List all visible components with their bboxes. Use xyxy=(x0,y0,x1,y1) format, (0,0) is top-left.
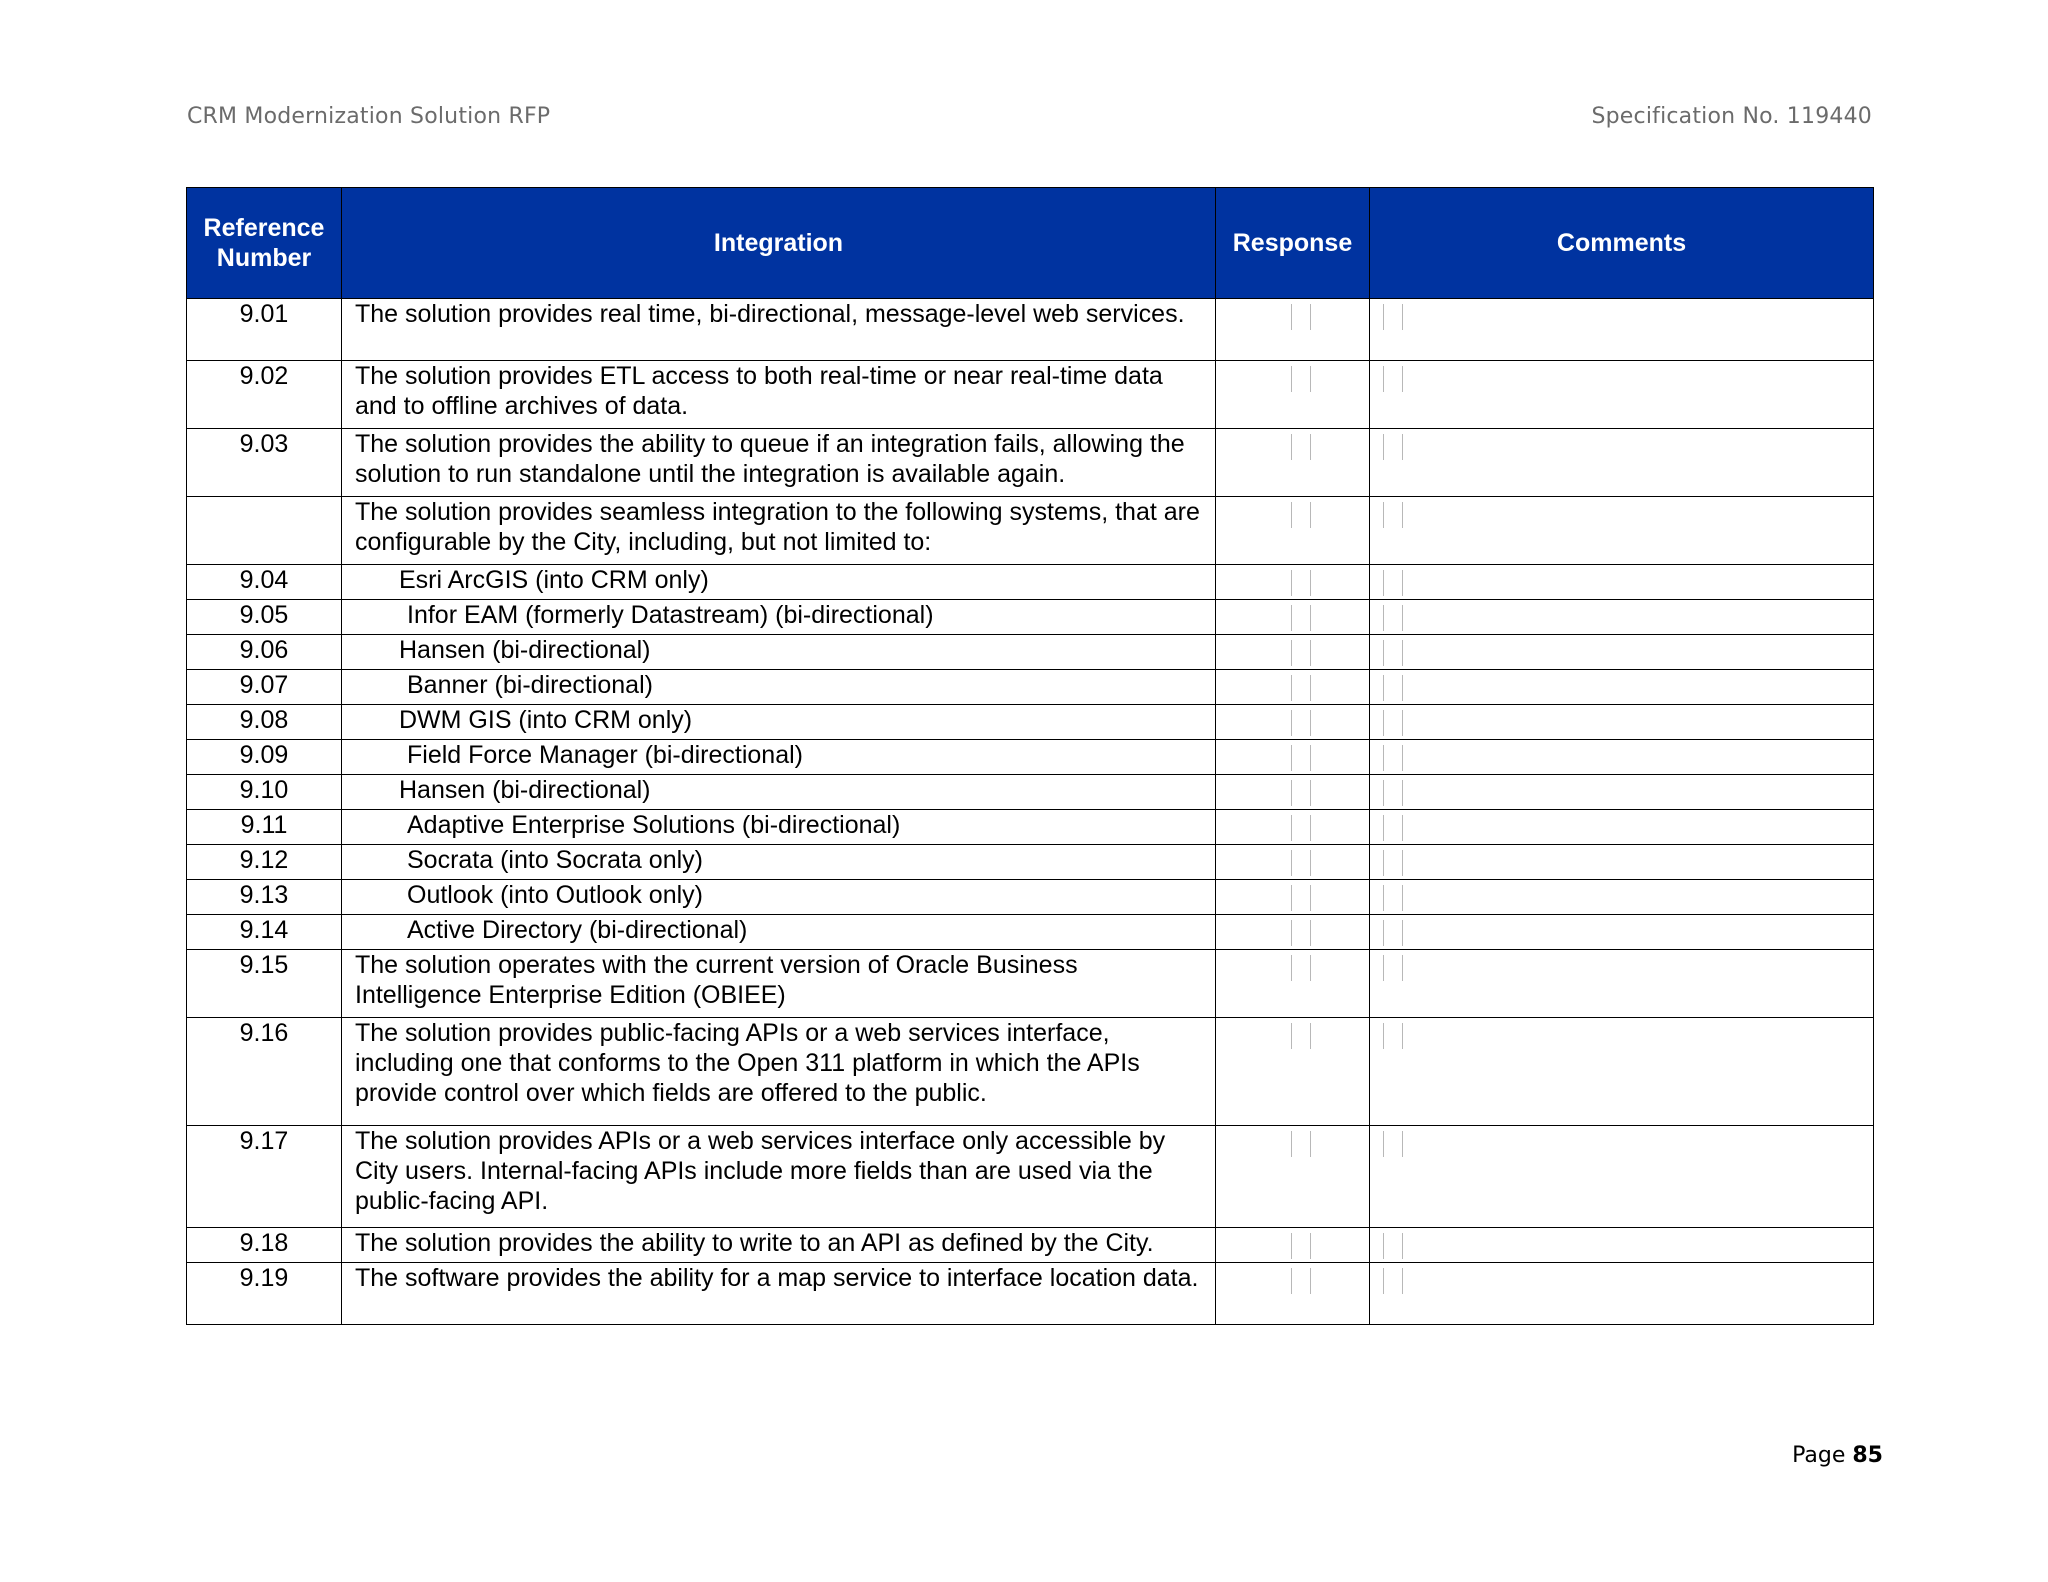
response-field[interactable] xyxy=(1291,640,1311,666)
comments-cell[interactable] xyxy=(1370,845,1874,880)
table-row xyxy=(187,565,1874,600)
response-field[interactable] xyxy=(1291,745,1311,771)
comments-cell[interactable] xyxy=(1370,497,1874,565)
comments-cell[interactable] xyxy=(1370,705,1874,740)
comments-field[interactable] xyxy=(1383,570,1403,596)
response-cell[interactable] xyxy=(1216,429,1370,497)
response-field[interactable] xyxy=(1291,304,1311,330)
requirement-text: The software provides the ability for a map service to interface location data. xyxy=(342,1263,1216,1325)
response-field[interactable] xyxy=(1291,1233,1311,1259)
response-cell[interactable] xyxy=(1216,299,1370,361)
response-field[interactable] xyxy=(1291,955,1311,981)
response-field[interactable] xyxy=(1291,1268,1311,1294)
comments-field[interactable] xyxy=(1383,710,1403,736)
requirement-text: The solution provides the ability to write to an API as defined by the City. xyxy=(342,1228,1216,1263)
comments-field[interactable] xyxy=(1383,675,1403,701)
response-field[interactable] xyxy=(1291,570,1311,596)
table-row xyxy=(187,1228,1874,1263)
table-row xyxy=(187,845,1874,880)
comments-field[interactable] xyxy=(1383,780,1403,806)
response-cell[interactable] xyxy=(1216,915,1370,950)
running-header-spec-number: Specification No. 119440 xyxy=(1591,104,1872,129)
comments-cell[interactable] xyxy=(1370,565,1874,600)
comments-cell[interactable] xyxy=(1370,1126,1874,1228)
requirement-text: The solution provides seamless integration to the following systems, that are configurable by the City, including, but not limited to: xyxy=(342,497,1216,565)
response-cell[interactable] xyxy=(1216,1126,1370,1228)
column-header-comments: Comments xyxy=(1370,188,1874,299)
requirement-text: Socrata (into Socrata only) xyxy=(342,845,1216,880)
column-header-integration: Integration xyxy=(342,188,1216,299)
table-row xyxy=(187,950,1874,1018)
requirements-table xyxy=(186,187,1874,1325)
reference-number: 9.08 xyxy=(187,705,342,740)
table-row xyxy=(187,705,1874,740)
comments-field[interactable] xyxy=(1383,1233,1403,1259)
requirement-text: Field Force Manager (bi-directional) xyxy=(342,740,1216,775)
reference-number xyxy=(187,497,342,565)
response-cell[interactable] xyxy=(1216,950,1370,1018)
comments-field[interactable] xyxy=(1383,955,1403,981)
requirement-text: Outlook (into Outlook only) xyxy=(342,880,1216,915)
comments-field[interactable] xyxy=(1383,815,1403,841)
comments-cell[interactable] xyxy=(1370,915,1874,950)
comments-field[interactable] xyxy=(1383,304,1403,330)
response-field[interactable] xyxy=(1291,885,1311,911)
response-field[interactable] xyxy=(1291,605,1311,631)
comments-cell[interactable] xyxy=(1370,429,1874,497)
comments-field[interactable] xyxy=(1383,502,1403,528)
response-cell[interactable] xyxy=(1216,1228,1370,1263)
requirement-text: Adaptive Enterprise Solutions (bi-directional) xyxy=(342,810,1216,845)
table-row xyxy=(187,1263,1874,1325)
response-cell[interactable] xyxy=(1216,740,1370,775)
response-cell[interactable] xyxy=(1216,497,1370,565)
table-header-row xyxy=(187,188,1874,299)
response-field[interactable] xyxy=(1291,502,1311,528)
response-cell[interactable] xyxy=(1216,775,1370,810)
table-row xyxy=(187,299,1874,361)
response-cell[interactable] xyxy=(1216,845,1370,880)
response-field[interactable] xyxy=(1291,1131,1311,1157)
table-row xyxy=(187,810,1874,845)
column-header-response: Response xyxy=(1216,188,1370,299)
response-field[interactable] xyxy=(1291,434,1311,460)
comments-cell[interactable] xyxy=(1370,299,1874,361)
response-field[interactable] xyxy=(1291,1023,1311,1049)
comments-field[interactable] xyxy=(1383,850,1403,876)
reference-number: 9.06 xyxy=(187,635,342,670)
comments-field[interactable] xyxy=(1383,745,1403,771)
comments-field[interactable] xyxy=(1383,1131,1403,1157)
page-label: Page xyxy=(1792,1443,1846,1468)
comments-field[interactable] xyxy=(1383,920,1403,946)
requirement-text: Infor EAM (formerly Datastream) (bi-directional) xyxy=(342,600,1216,635)
response-field[interactable] xyxy=(1291,850,1311,876)
table-row xyxy=(187,1126,1874,1228)
response-cell[interactable] xyxy=(1216,880,1370,915)
reference-number: 9.17 xyxy=(187,1126,342,1228)
response-field[interactable] xyxy=(1291,815,1311,841)
requirement-text: Hansen (bi-directional) xyxy=(342,635,1216,670)
reference-number: 9.19 xyxy=(187,1263,342,1325)
comments-field[interactable] xyxy=(1383,434,1403,460)
comments-field[interactable] xyxy=(1383,640,1403,666)
requirement-text: The solution provides ETL access to both real-time or near real-time data and to offline archives of data. xyxy=(342,361,1216,429)
requirement-text: Esri ArcGIS (into CRM only) xyxy=(342,565,1216,600)
comments-cell[interactable] xyxy=(1370,361,1874,429)
comments-cell[interactable] xyxy=(1370,1263,1874,1325)
reference-number: 9.18 xyxy=(187,1228,342,1263)
requirement-text: The solution provides real time, bi-directional, message-level web services. xyxy=(342,299,1216,361)
table-row xyxy=(187,497,1874,565)
response-cell[interactable] xyxy=(1216,1263,1370,1325)
comments-field[interactable] xyxy=(1383,885,1403,911)
comments-cell[interactable] xyxy=(1370,880,1874,915)
table-row xyxy=(187,600,1874,635)
table-row xyxy=(187,361,1874,429)
table-row xyxy=(187,670,1874,705)
comments-field[interactable] xyxy=(1383,1268,1403,1294)
reference-number: 9.16 xyxy=(187,1018,342,1126)
comments-cell[interactable] xyxy=(1370,600,1874,635)
page-number: 85 xyxy=(1852,1443,1883,1468)
response-field[interactable] xyxy=(1291,675,1311,701)
table-row xyxy=(187,1018,1874,1126)
requirement-text: Active Directory (bi-directional) xyxy=(342,915,1216,950)
page-footer xyxy=(1792,1443,1883,1468)
reference-number: 9.15 xyxy=(187,950,342,1018)
reference-number: 9.10 xyxy=(187,775,342,810)
reference-number: 9.04 xyxy=(187,565,342,600)
reference-number: 9.09 xyxy=(187,740,342,775)
requirement-text: The solution provides the ability to queue if an integration fails, allowing the solution to run standalone until the integration is available again. xyxy=(342,429,1216,497)
requirement-text: Hansen (bi-directional) xyxy=(342,775,1216,810)
requirement-text: Banner (bi-directional) xyxy=(342,670,1216,705)
requirement-text: The solution provides APIs or a web services interface only accessible by City users. Internal-facing APIs include more fields than are used via the public-facing API. xyxy=(342,1126,1216,1228)
response-field[interactable] xyxy=(1291,366,1311,392)
comments-cell[interactable] xyxy=(1370,950,1874,1018)
response-cell[interactable] xyxy=(1216,1018,1370,1126)
table-row xyxy=(187,775,1874,810)
reference-number: 9.02 xyxy=(187,361,342,429)
reference-number: 9.03 xyxy=(187,429,342,497)
comments-cell[interactable] xyxy=(1370,1018,1874,1126)
comments-field[interactable] xyxy=(1383,1023,1403,1049)
comments-cell[interactable] xyxy=(1370,810,1874,845)
table-row xyxy=(187,740,1874,775)
table-row xyxy=(187,635,1874,670)
running-header-title: CRM Modernization Solution RFP xyxy=(187,104,551,129)
comments-cell[interactable] xyxy=(1370,635,1874,670)
reference-number: 9.11 xyxy=(187,810,342,845)
response-field[interactable] xyxy=(1291,710,1311,736)
column-header-reference-number: Reference Number xyxy=(187,188,342,299)
comments-cell[interactable] xyxy=(1370,1228,1874,1263)
comments-field[interactable] xyxy=(1383,605,1403,631)
response-cell[interactable] xyxy=(1216,600,1370,635)
reference-number: 9.13 xyxy=(187,880,342,915)
response-cell[interactable] xyxy=(1216,670,1370,705)
comments-cell[interactable] xyxy=(1370,775,1874,810)
reference-number: 9.01 xyxy=(187,299,342,361)
response-cell[interactable] xyxy=(1216,361,1370,429)
comments-cell[interactable] xyxy=(1370,670,1874,705)
reference-number: 9.05 xyxy=(187,600,342,635)
comments-cell[interactable] xyxy=(1370,740,1874,775)
requirement-text: The solution provides public-facing APIs or a web services interface, including one that conforms to the Open 311 platform in which the APIs provide control over which fields are offered to the public. xyxy=(342,1018,1216,1126)
requirement-text: The solution operates with the current version of Oracle Business Intelligence Enterprise Edition (OBIEE) xyxy=(342,950,1216,1018)
response-cell[interactable] xyxy=(1216,705,1370,740)
response-field[interactable] xyxy=(1291,780,1311,806)
table-row xyxy=(187,880,1874,915)
response-cell[interactable] xyxy=(1216,635,1370,670)
response-cell[interactable] xyxy=(1216,565,1370,600)
table-row xyxy=(187,915,1874,950)
comments-field[interactable] xyxy=(1383,366,1403,392)
response-cell[interactable] xyxy=(1216,810,1370,845)
reference-number: 9.12 xyxy=(187,845,342,880)
reference-number: 9.07 xyxy=(187,670,342,705)
requirement-text: DWM GIS (into CRM only) xyxy=(342,705,1216,740)
table-row xyxy=(187,429,1874,497)
response-field[interactable] xyxy=(1291,920,1311,946)
reference-number: 9.14 xyxy=(187,915,342,950)
